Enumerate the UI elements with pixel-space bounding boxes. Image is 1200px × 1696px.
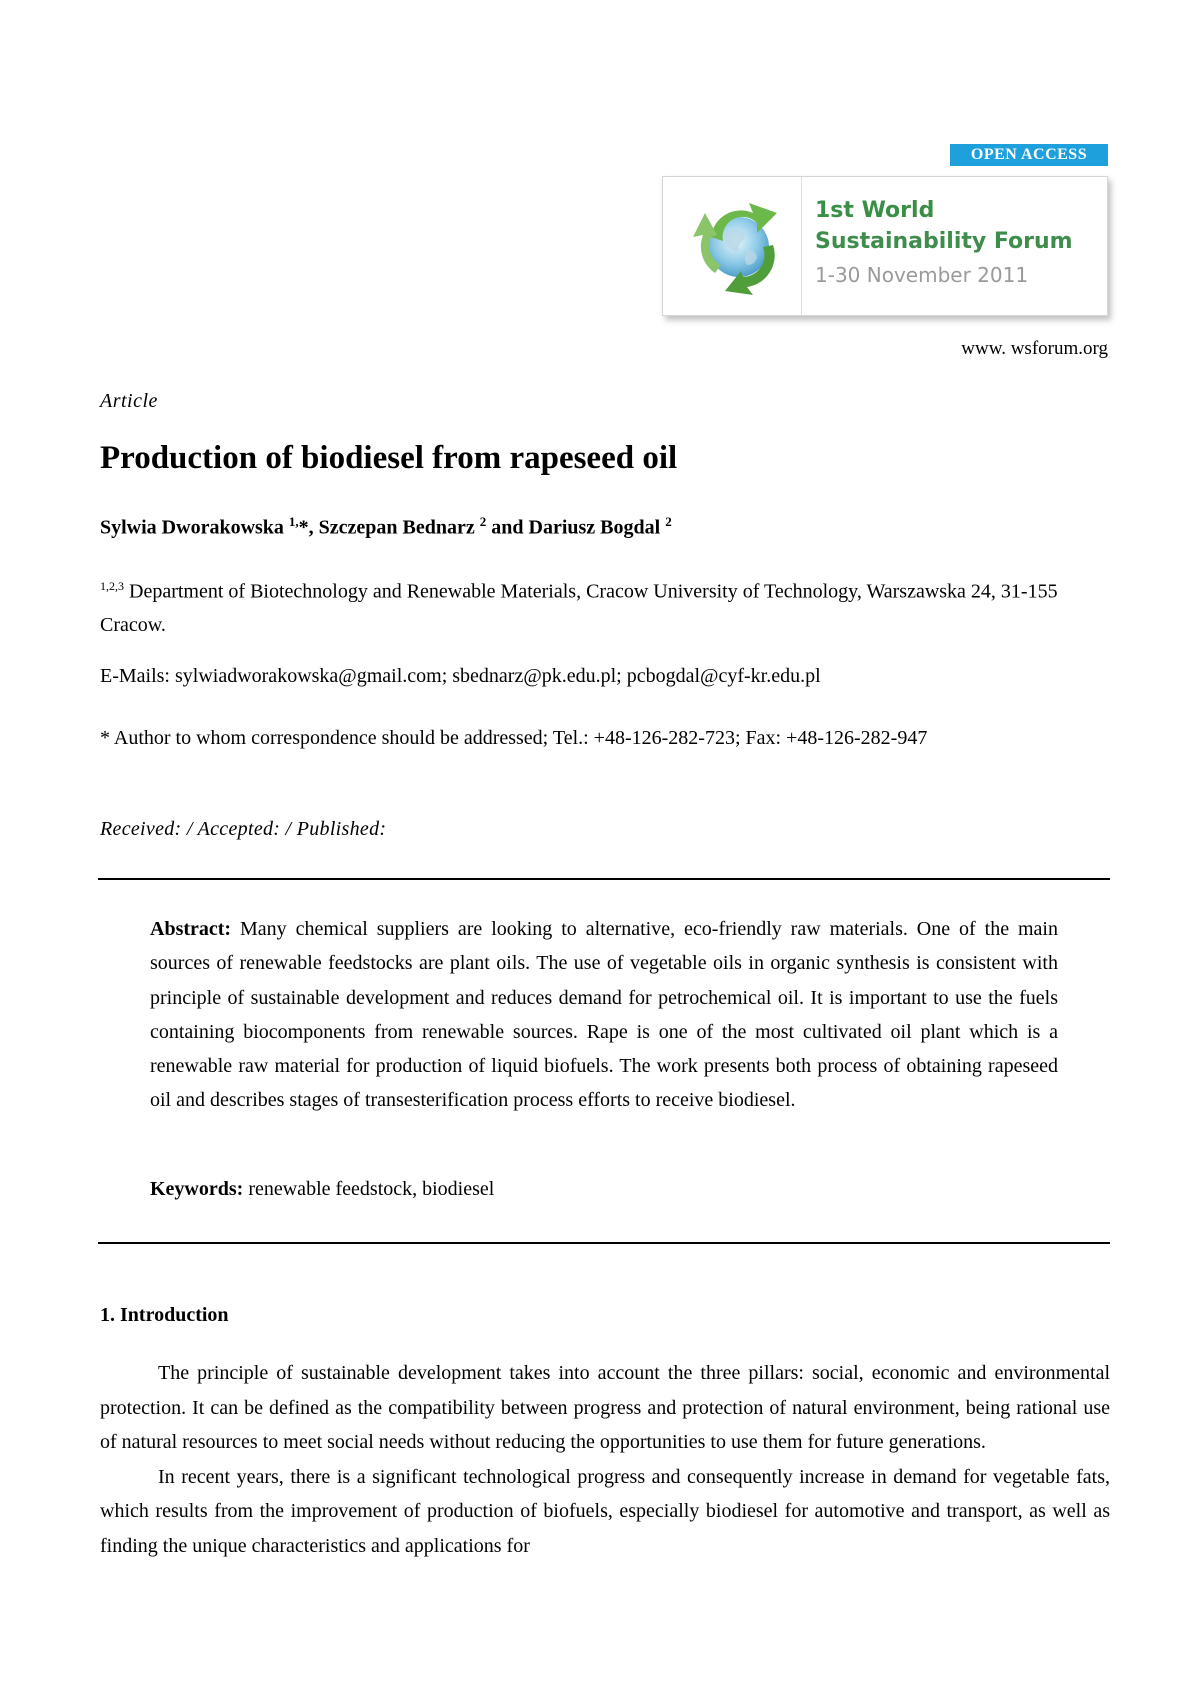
affiliation-sup: 1,2,3 (100, 579, 124, 593)
abstract-text: Many chemical suppliers are looking to alternative, eco-friendly raw materials. One of the main sources of renewable feedstocks are plant oils. The use of vegetable oils in organic synthesis is consistent with principle of sustainable development and reduces demand for petrochemical oil. It is important to use the fuels containing biocomponents from renewable sources. Rape is one of the most cultivated oil plant which is a renewable raw material for production of liquid biofuels. The work presents both process of obtaining rapeseed oil and describes stages of transesterification process efforts to receive biodiesel. (150, 918, 1058, 1112)
recycling-globe-icon (681, 191, 797, 303)
author-sup: 2 (665, 514, 672, 529)
paper-title: Production of biodiesel from rapeseed oil (100, 440, 678, 476)
divider-top (98, 878, 1110, 880)
author-list (100, 514, 672, 540)
forum-divider (801, 177, 802, 315)
keywords-text: renewable feedstock, biodiesel (243, 1178, 495, 1200)
article-type: Article (100, 390, 158, 412)
introduction-body (100, 1356, 1110, 1563)
open-access-badge: OPEN ACCESS (950, 144, 1108, 166)
forum-title-line1: 1st World (815, 198, 935, 223)
author-name: Sylwia Dworakowska (100, 516, 289, 539)
section-heading: 1. Introduction (100, 1304, 229, 1326)
affiliation (100, 570, 1110, 642)
site-url[interactable]: www. wsforum.org (961, 338, 1108, 359)
forum-title-line2: Sustainability Forum (815, 229, 1073, 254)
keywords (150, 1178, 494, 1201)
author-name: Dariusz Bogdal (528, 516, 666, 539)
divider-bottom (98, 1242, 1110, 1244)
paragraph: In recent years, there is a significant technological progress and consequently increase in demand for vegetable fats, which results from the improvement of production of biofuels, especially biodiesel for automotive and transport, as well as finding the unique characteristics and applications for (100, 1465, 1110, 1557)
author-sep: and (486, 516, 529, 539)
abstract (150, 912, 1058, 1118)
author-name: Szczepan Bednarz (318, 516, 480, 539)
forum-banner (662, 176, 1108, 316)
paragraph: The principle of sustainable development takes into account the three pillars: social, economic and environmental protection. It can be defined as the compatibility between progress and protection of natural environment, being rational use of natural resources to meet social needs without reducing the opportunities to use them for future generations. (100, 1362, 1110, 1453)
author-emails: E-Mails: sylwiadworakowska@gmail.com; sbednarz@pk.edu.pl; pcbogdal@cyf-kr.edu.pl (100, 665, 821, 687)
publication-dates: Received: / Accepted: / Published: (100, 818, 387, 840)
forum-title (815, 195, 1073, 257)
author-sup: 1, (288, 514, 299, 529)
author-sup: 2 (479, 514, 487, 529)
keywords-label: Keywords: (150, 1178, 244, 1200)
affiliation-text: Department of Biotechnology and Renewable Materials, Cracow University of Technology, Warszawska 24, 31-155 Cracow. (100, 580, 1058, 636)
abstract-label: Abstract: (150, 918, 232, 940)
author-sep: *, (298, 516, 319, 539)
forum-date: 1-30 November 2011 (815, 263, 1029, 287)
correspondence-note: * Author to whom correspondence should be addressed; Tel.: +48-126-282-723; Fax: +48-126-282-947 (100, 727, 928, 749)
